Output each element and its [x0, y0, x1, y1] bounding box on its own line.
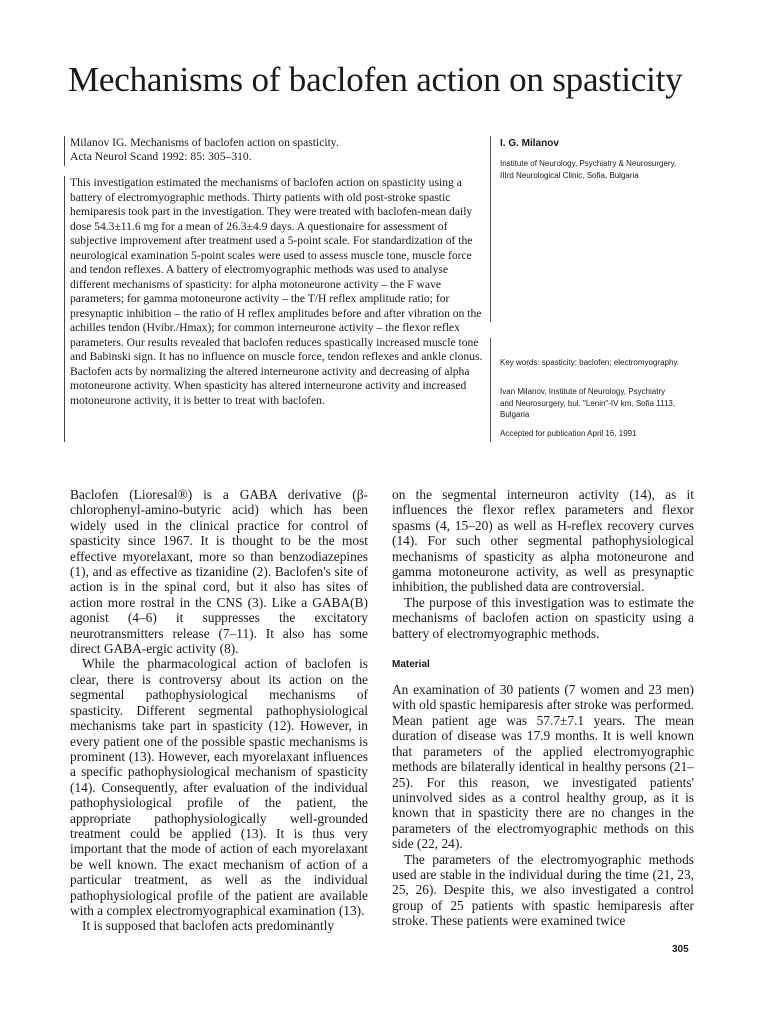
body-paragraph: on the segmental interneuron activity (14), as it influences the flexor reflex parameters and flexor spasms (4, 15–20) as well as H-reflex recovery curves (14). For such other segmental pathophysiological mechanisms of spasticity as alpha motoneurone and gamma motoneurone activity, as well as presynaptic inhibition, the published data are controversial. — [392, 487, 694, 595]
abstract-rule — [64, 176, 65, 442]
author-sidebar — [500, 138, 680, 181]
page-number: 305 — [672, 944, 689, 955]
sidebar-rule — [490, 136, 491, 322]
section-heading: Material — [392, 659, 430, 671]
body-paragraph: The purpose of this investigation was to estimate the mechanisms of baclofen action on spasticity using a battery of electromyographic methods. — [392, 594, 694, 641]
body-paragraph: An examination of 30 patients (7 women and 23 men) with old spastic hemiparesis after stroke was performed. Mean patient age was 57.7±7.1 years. The mean duration of disease was 17.9 months. It is well known that parameters of the applied electromyographic methods are bilaterally identical in healthy persons (21–25). For this reason, we investigated patients' uninvolved sides as a control healthy group, as it is known that in spasticity there are no changes in the parameters of the electromyographic methods on this side (22, 24). — [392, 682, 694, 852]
sidebar-rule — [490, 338, 491, 442]
author-affiliation: Institute of Neurology, Psychiatry & Neurosurgery, IIIrd Neurological Clinic, Sofia, Bulgaria — [500, 159, 677, 180]
body-paragraph: While the pharmacological action of baclofen is clear, there is controversy about its action on the segmental pathophysiological mechanisms of spasticity. Different segmental pathophysiological mechanisms take part in spasticity (12). However, in every patient one of the possible spastic mechanisms is prominent (13). However, each myorelaxant influences a specific pathophysiological mechanism of spasticity (14). Consequently, after evaluation of the individual pathophysiological profile of the patient, the appropriate pathophysiologically well-grounded treatment could be applied (13). It is thus very important that the mode of action of each myorelaxant be well known. The exact mechanism of action of a particular treatment, as well as the individual pathophysiological profile of the patient are available with a complex electromyographical examination (13). — [70, 656, 368, 918]
body-paragraph: It is supposed that baclofen acts predominantly — [82, 918, 335, 934]
citation-journal-line: Acta Neurol Scand 1992: 85: 305–310. — [70, 150, 252, 163]
accepted-date: Accepted for publication April 16, 1991 — [500, 429, 637, 438]
correspondence-block — [500, 386, 680, 421]
accepted-block — [500, 428, 680, 440]
citation-title-line: Milanov IG. Mechanisms of baclofen action on spasticity. — [70, 136, 339, 149]
author-name: I. G. Milanov — [500, 138, 559, 149]
body-column-right — [392, 487, 694, 929]
body-column-left — [70, 487, 368, 934]
body-paragraph: Baclofen (Lioresal®) is a GABA derivative (β-chlorophenyl-amino-butyric acid) which has been widely used in the clinical practice for control of spasticity since 1967. It is thought to be the most effective myorelaxant, more so than benzodiazepines (1), and as effective as tizanidine (2). Baclofen's site of action is in the spinal cord, but it also has sites of action more rostral in the CNS (3). Like a GABA(B) agonist (4–6) it suppresses the excitatory neurotransmitters release (7–11). It also has some direct GABA-ergic activity (8). — [70, 487, 368, 657]
abstract-rule — [64, 136, 65, 166]
body-paragraph: The parameters of the electromyographic methods used are stable in the individual during the time (21, 23, 25, 26). Despite this, we also investigated a control group of 25 patients with spastic hemiparesis after stroke. These patients were examined twice — [392, 851, 694, 929]
abstract-block — [70, 136, 484, 408]
paper-title: Mechanisms of baclofen action on spasticity — [68, 60, 683, 99]
keywords: Key words: spasticity; baclofen; electromyography. — [500, 358, 680, 367]
keywords-block — [500, 357, 680, 369]
correspondence-address: Ivan Milanov, Institute of Neurology, Psychiatry and Neurosurgery, bul. "Lenin"-IV km, Sofia 1113, Bulgaria — [500, 387, 676, 419]
citation — [70, 136, 484, 164]
abstract-text: This investigation estimated the mechanisms of baclofen action on spasticity using a battery of electromyographic methods. Thirty patients with old post-stroke spastic hemiparesis took part in the investigation. They were treated with baclofen-mean daily dose 54.3±11.6 mg for a mean of 26.3±4.9 days. A questionaire for assessment of subjective improvement after treatment used a 5-point scale. For standardization of the neurological examination 5-point scales were used to assess muscle tone, muscle force and tendon reflexes. A battery of electromyographic methods was used to analyse different mechanisms of spasticity: for alpha motoneurone activity – the F wave parameters; for gamma motoneurone activity – the T/H reflex amplitude ratio; for presynaptic inhibition – the ratio of H reflex amplitudes before and after vibration on the achilles tendon (Hvibr./Hmax); for common interneurone activity – the flexor reflex parameters. Our results revealed that baclofen reduces spastically increased muscle tone and Babinski sign. It has no influence on muscle force, tendon reflexes and ankle clonus. Baclofen acts by normalizing the altered interneurone activity and decreasing of alpha motoneurone activity. When spasticity has altered interneurone activity and increased motoneurone activity, it is better to treat with baclofen. — [70, 176, 483, 407]
